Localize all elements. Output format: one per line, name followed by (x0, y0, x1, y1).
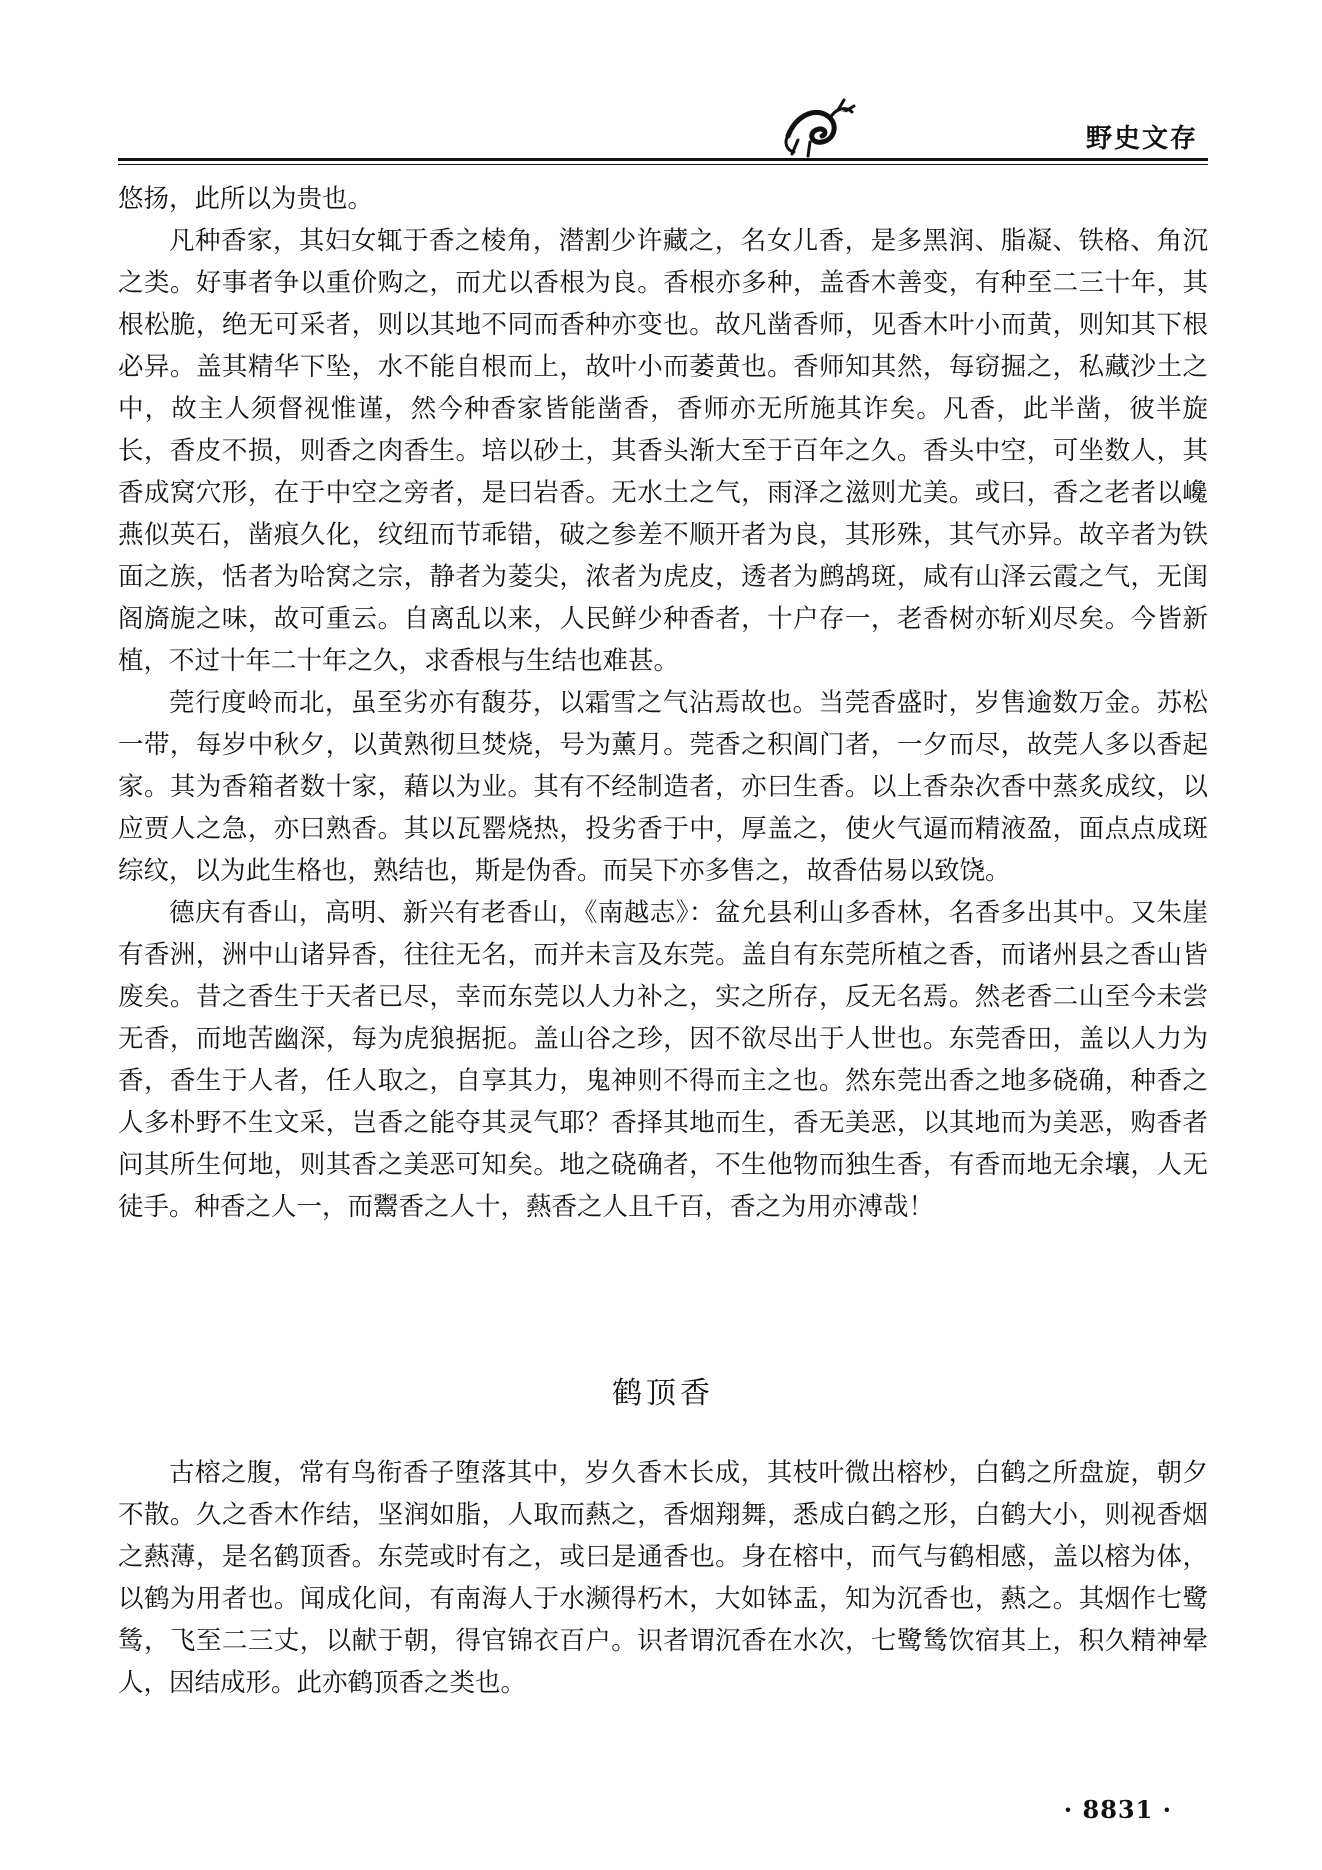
paragraph-continued: 悠扬，此所以为贵也。 (118, 184, 374, 214)
paragraph: 古榕之腹，常有鸟衔香子堕落其中，岁久香木长成，其枝叶微出榕杪，白鹤之所盘旋，朝夕不散。久之香木作结，坚润如脂，人取而爇之，香烟翔舞，悉成白鹤之形，白鹤大小，则视香烟之爇薄，是名鹤顶香。东莞或时有之，或曰是通香也。身在榕中，而气与鹤相感，盖以榕为体，以鹤为用者也。闻成化间，有南海人于水濒得朽木，大如钵盂，知为沉香也，爇之。其烟作七鹭鸶，飞至二三丈，以献于朝，得官锦衣百户。识者谓沉香在水次，七鹭鸶饮宿其上，积久精神晕人，因结成形。此亦鹤顶香之类也。 (118, 1458, 1208, 1698)
series-title: 野史文存 (1085, 124, 1198, 154)
paragraph: 凡种香家，其妇女辄于香之棱角，潜割少许藏之，名女儿香，是多黑润、脂凝、铁格、角沉之类。好事者争以重价购之，而尤以香根为良。香根亦多种，盖香木善变，有种至二三十年，其根松脆，绝无可采者，则以其地不同而香种亦变也。故凡凿香师，见香木叶小而黄，则知其下根必异。盖其精华下坠，水不能自根而上，故叶小而萎黄也。香师知其然，每窃掘之，私藏沙土之中，故主人须督视惟谨，然今种香家皆能凿香，香师亦无所施其诈矣。凡香，此半凿，彼半旋长，香皮不损，则香之肉香生。培以砂土，其香头渐大至于百年之久。香头中空，可坐数人，其香成窝穴形，在于中空之旁者，是曰岩香。无水土之气，雨泽之滋则尤美。或曰，香之老者以巉燕似英石，凿痕久化，纹纽而节乖错，破之参差不顺开者为良，其形殊，其气亦异。故辛者为铁面之族，恬者为哈窝之宗，静者为菱尖，浓者为虎皮，透者为鹧鸪斑，咸有山泽云霞之气，无闺阁旖旎之味，故可重云。自离乱以来，人民鲜少种香者，十户存一，老香树亦斩刈尽矣。今皆新植，不过十年二十年之久，求香根与生结也难甚。 (118, 226, 1208, 676)
paragraph: 莞行度岭而北，虽至劣亦有馥芬，以霜雪之气沾焉故也。当莞香盛时，岁售逾数万金。苏松一带，每岁中秋夕，以黄熟彻旦焚烧，号为薰月。莞香之积阊门者，一夕而尽，故莞人多以香起家。其为香箱者数十家，藉以为业。其有不经制造者，亦曰生香。以上香杂次香中蒸炙成纹，以应贾人之急，亦曰熟香。其以瓦罂烧热，投劣香于中，厚盖之，使火气逼而精液盈，面点点成斑综纹，以为此生格也，熟结也，斯是伪香。而吴下亦多售之，故香估易以致饶。 (118, 688, 1208, 886)
page-header (118, 96, 1208, 176)
main-text (118, 178, 1208, 1228)
section-title: 鹤顶香 (612, 1376, 714, 1411)
header-rule-thin (118, 164, 1208, 165)
header-rule (118, 158, 1208, 161)
page-number: · 8831 · (1063, 1795, 1172, 1824)
paragraph: 德庆有香山，高明、新兴有老香山，《南越志》：盆允县利山多香林，名香多出其中。又朱崖有香洲，洲中山诸异香，往往无名，而并未言及东莞。盖自有东莞所植之香，而诸州县之香山皆废矣。昔之香生于天者已尽，幸而东莞以人力补之，实之所存，反无名焉。然老香二山至今未尝无香，而地苦幽深，每为虎狼据扼。盖山谷之珍，因不欲尽出于人世也。东莞香田，盖以人力为香，香生于人者，任人取之，自享其力，鬼神则不得而主之也。然东莞出香之地多硗确，种香之人多朴野不生文采，岂香之能夺其灵气耶？香择其地而生，香无美恶，以其地而为美恶，购香者问其所生何地，则其香之美恶可知矣。地之硗确者，不生他物而独生香，有香而地无余壤，人无徒手。种香之人一，而鬻香之人十，爇香之人且千百，香之为用亦溥哉！ (118, 898, 1208, 1222)
dragon-logo-icon (778, 96, 858, 158)
section-text (118, 1452, 1208, 1704)
